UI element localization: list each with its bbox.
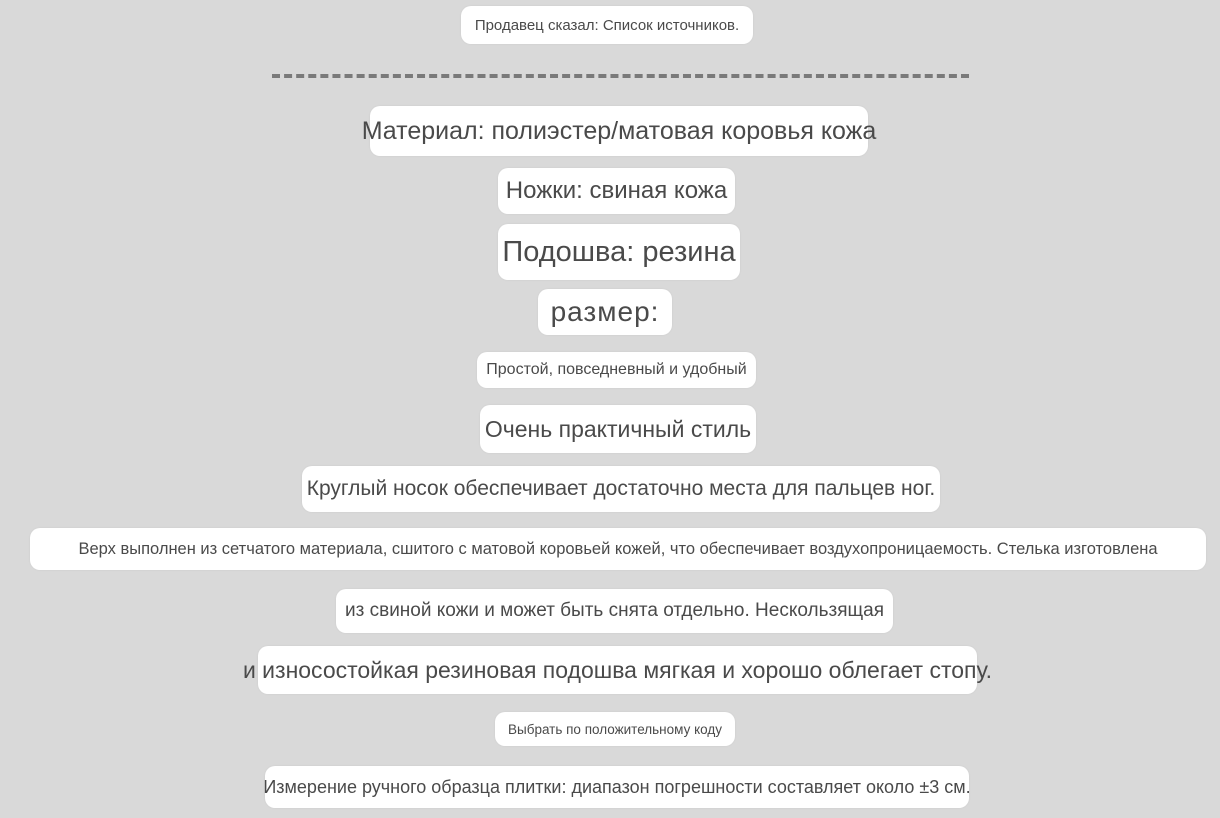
legs-label	[498, 168, 735, 214]
round-toe-text: Круглый носок обеспечивает достаточно места для пальцев ног.	[306, 477, 936, 500]
measure-text: Измерение ручного образца плитки: диапазон погрешности составляет около ±3 см.	[263, 776, 971, 797]
round-toe-label	[302, 466, 940, 512]
upper-label	[30, 528, 1206, 570]
measure-label	[265, 766, 969, 808]
legs-text: Ножки: свиная кожа	[505, 177, 728, 204]
size-label	[538, 289, 672, 335]
insole-label	[336, 589, 893, 633]
upper-text: Верх выполнен из сетчатого материала, сшитого с матовой коровьей кожей, что обеспечивает воздухопроницаемость. Стелька изготовлена	[78, 539, 1158, 558]
simple-label	[477, 352, 756, 388]
choose-label	[495, 712, 735, 746]
choose-text: Выбрать по положительному коду	[508, 721, 722, 737]
practical-text: Очень практичный стиль	[484, 415, 752, 442]
outsole-text: и износостойкая резиновая подошва мягкая и хорошо облегает стопу.	[242, 656, 993, 683]
sole-label	[498, 224, 740, 280]
insole-text: из свиной кожи и может быть снята отдельно. Нескользящая	[345, 600, 884, 621]
material-label	[361, 106, 877, 156]
material-text: Материал: полиэстер/матовая коровья кожа	[361, 116, 877, 145]
section-divider	[272, 74, 969, 78]
outsole-label	[242, 646, 993, 694]
practical-label	[480, 405, 756, 453]
simple-text: Простой, повседневный и удобный	[486, 361, 747, 378]
seller-said-label	[461, 6, 753, 44]
size-text: размер:	[550, 296, 660, 327]
sole-text: Подошва: резина	[502, 235, 736, 268]
seller-said-text: Продавец сказал: Список источников.	[474, 16, 740, 34]
